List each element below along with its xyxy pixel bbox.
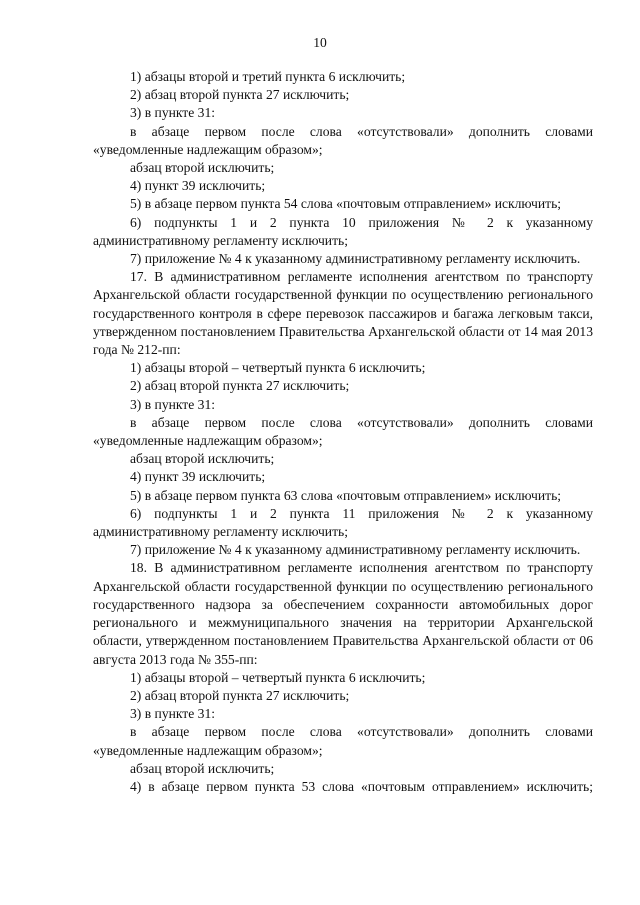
list-item: 5) в абзаце первом пункта 63 слова «почтовым отправлением» исключить;: [130, 487, 562, 503]
section-paragraph-17: 17. В административном регламенте исполнения агентством по транспорту Архангельской области государственной функции по осуществлению регионального государственного контроля в сфере перевозок пассажиров и багажа легковым такси, утвержденном постановлением Правительства Архангельской области от 14 мая 2013 года № 212-пп:: [93, 269, 593, 358]
page-number: 10: [313, 35, 327, 50]
paragraph: в абзаце первом после слова «отсутствовали» дополнить словами «уведомленные надлежащим образом»;: [93, 123, 593, 157]
list-item: 3) в пункте 31:: [130, 105, 216, 121]
list-item: 7) приложение № 4 к указанному административному регламенту исключить.: [130, 251, 581, 267]
list-item: 3) в пункте 31:: [130, 706, 216, 722]
list-item: 6) подпункты 1 и 2 пункта 10 приложения № 2 к указанному административному регламенту исключить;: [93, 214, 593, 248]
list-item: 4) пункт 39 исключить;: [130, 469, 266, 485]
document-body: [93, 68, 593, 796]
list-item: 2) абзац второй пункта 27 исключить;: [130, 87, 350, 103]
list-item: 1) абзацы второй – четвертый пункта 6 исключить;: [130, 360, 426, 376]
list-item: 2) абзац второй пункта 27 исключить;: [130, 378, 350, 394]
list-item: 4) в абзаце первом пункта 53 слова «почтовым отправлением» исключить;: [130, 778, 593, 794]
list-item: 6) подпункты 1 и 2 пункта 11 приложения № 2 к указанному административному регламенту исключить;: [93, 505, 593, 540]
list-item: 1) абзацы второй и третий пункта 6 исключить;: [130, 69, 406, 84]
list-item: 7) приложение № 4 к указанному административному регламенту исключить.: [130, 542, 581, 558]
paragraph: абзац второй исключить;: [130, 451, 275, 467]
list-item: 1) абзацы второй – четвертый пункта 6 исключить;: [130, 669, 426, 685]
list-item: 3) в пункте 31:: [130, 396, 216, 412]
list-item: 2) абзац второй пункта 27 исключить;: [130, 687, 350, 703]
paragraph: абзац второй исключить;: [130, 760, 275, 776]
list-item: 4) пункт 39 исключить;: [130, 178, 266, 194]
paragraph: в абзаце первом после слова «отсутствовали» дополнить словами «уведомленные надлежащим образом»;: [93, 724, 593, 758]
paragraph: в абзаце первом после слова «отсутствовали» дополнить словами «уведомленные надлежащим образом»;: [93, 414, 593, 449]
paragraph: абзац второй исключить;: [130, 160, 275, 176]
list-item: 5) в абзаце первом пункта 54 слова «почтовым отправлением» исключить;: [130, 196, 562, 212]
section-paragraph-18: 18. В административном регламенте исполнения агентством по транспорту Архангельской области государственной функции по осуществлению регионального государственного надзора за обеспечением сохранности автомобильных дорог регионального и межмуниципального значения на территории Архангельской области, утвержденном постановлением Правительства Архангельской области от 06 августа 2013 года № 355-пп:: [93, 560, 593, 667]
